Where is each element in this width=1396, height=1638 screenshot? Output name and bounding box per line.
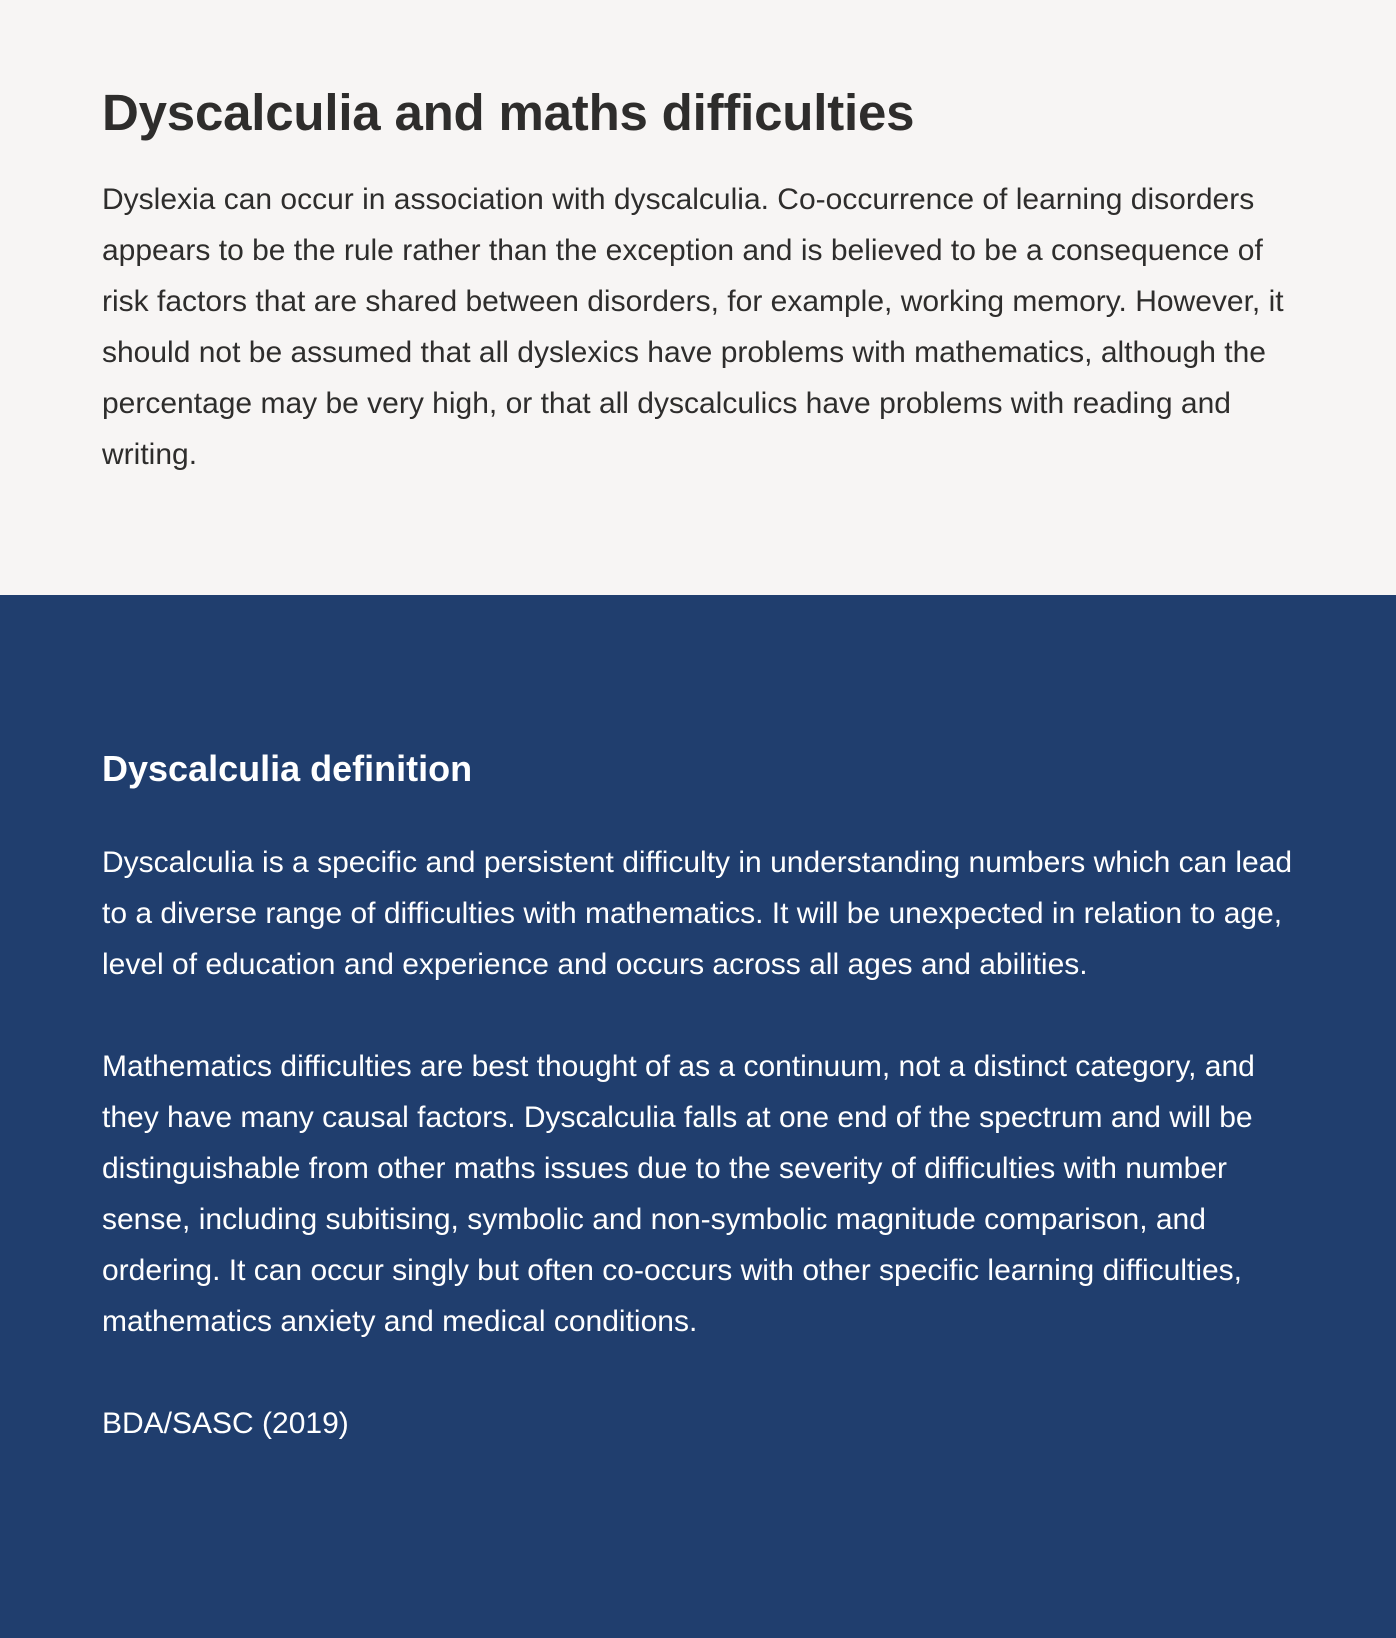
definition-section xyxy=(0,595,1396,1638)
intro-paragraph: Dyslexia can occur in association with dyscalculia. Co-occurrence of learning disorders appears to be the rule rather than the exception and is believed to be a consequence of risk factors that are shared between disorders, for example, working memory. However, it should not be assumed that all dyslexics have problems with mathematics, although the percentage may be very high, or that all dyscalculics have problems with reading and writing. xyxy=(102,183,1284,471)
definition-content xyxy=(102,747,1312,1449)
definition-heading: Dyscalculia definition xyxy=(102,748,473,789)
intro-content xyxy=(102,80,1312,480)
citation: BDA/SASC (2019) xyxy=(102,1407,349,1440)
page-title: Dyscalculia and maths difficulties xyxy=(102,84,915,141)
definition-paragraph-2: Mathematics difficulties are best thought of as a continuum, not a distinct category, and they have many causal factors. Dyscalculia falls at one end of the spectrum and will be distinguishable from other maths issues due to the severity of difficulties with number sense, including subitising, symbolic and non-symbolic magnitude comparison, and ordering. It can occur singly but often co-occurs with other specific learning difficulties, mathematics anxiety and medical conditions. xyxy=(102,1050,1255,1338)
intro-section xyxy=(0,0,1396,595)
definition-paragraph-1: Dyscalculia is a specific and persistent difficulty in understanding numbers which can lead to a diverse range of difficulties with mathematics. It will be unexpected in relation to age, level of education and experience and occurs across all ages and abilities. xyxy=(102,846,1293,981)
